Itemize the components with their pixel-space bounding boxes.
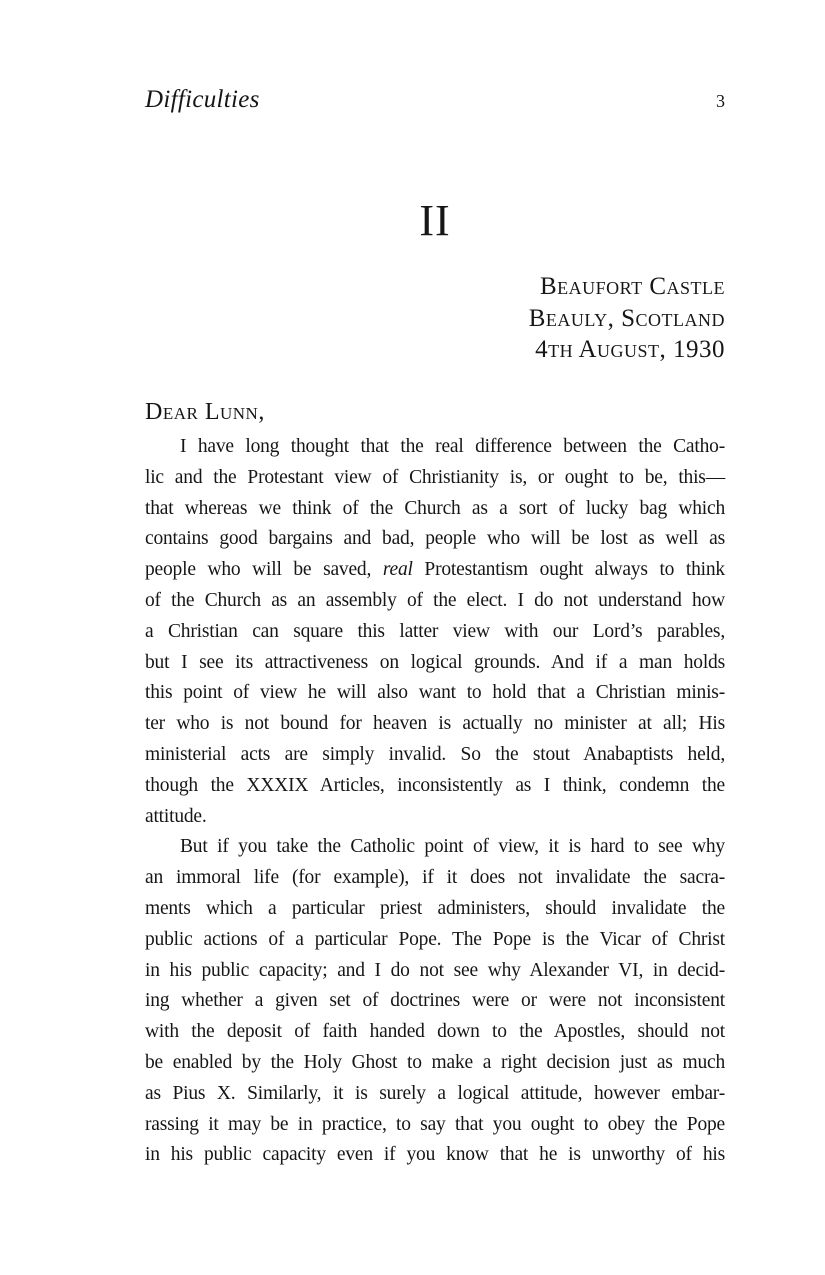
body-line: in his public capacity; and I do not see why Alexander VI, in decid- (145, 959, 725, 981)
body-line: lic and the Protestant view of Christianity is, or ought to be, this— (145, 466, 725, 488)
dateline-line: Beaufort Castle (539, 273, 725, 300)
body-line: be enabled by the Holy Ghost to make a right decision just as much (145, 1051, 725, 1073)
body-line: contains good bargains and bad, people who will be lost as well as (145, 528, 725, 550)
dateline-line: Beauly, Scotland (528, 304, 725, 332)
body-line: ministerial acts are simply invalid. So the stout Anabaptists held, (145, 743, 725, 765)
body-line: I have long thought that the real difference between the Catho- (180, 436, 725, 457)
letter-dateline (145, 271, 725, 366)
body-line: but I see its attractiveness on logical grounds. And if a man holds (145, 651, 725, 673)
body-line: in his public capacity even if you know that he is unworthy of his (145, 1144, 725, 1166)
letter-salutation: Dear Lunn, (145, 399, 265, 425)
body-line: ing whether a given set of doctrines were or were not inconsistent (145, 990, 725, 1012)
body-line: an immoral life (for example), if it does not invalidate the sacra- (145, 867, 725, 889)
body-line: though the XXXIX Articles, inconsistently as I think, condemn the (145, 774, 725, 796)
body-line: rassing it may be in practice, to say that you ought to obey the Pope (145, 1113, 725, 1135)
page-number: 3 (716, 91, 725, 111)
running-header (145, 86, 725, 114)
body-line: public actions of a particular Pope. The Pope is the Vicar of Christ (145, 928, 725, 950)
chapter-heading: II (419, 196, 451, 245)
letter-body (145, 432, 725, 1171)
body-line: of the Church as an assembly of the elect. I do not understand how (145, 589, 725, 611)
body-line: But if you take the Catholic point of view, it is hard to see why (180, 836, 725, 858)
dateline-line: 4th August, 1930 (535, 336, 725, 363)
body-line: with the deposit of faith handed down to the Apostles, should not (145, 1021, 725, 1043)
running-header-title: Difficulties (145, 86, 260, 113)
body-line: people who will be saved, real Protestantism ought always to think (145, 559, 725, 581)
body-line: as Pius X. Similarly, it is surely a logical attitude, however embar- (145, 1082, 725, 1104)
body-line: ments which a particular priest administers, should invalidate the (145, 897, 725, 919)
body-line: attitude. (145, 805, 207, 827)
body-line: a Christian can square this latter view with our Lord’s parables, (145, 620, 725, 642)
body-line: ter who is not bound for heaven is actually no minister at all; His (145, 713, 725, 735)
body-line: that whereas we think of the Church as a sort of lucky bag which (145, 497, 725, 519)
body-line: this point of view he will also want to hold that a Christian minis- (145, 682, 725, 704)
